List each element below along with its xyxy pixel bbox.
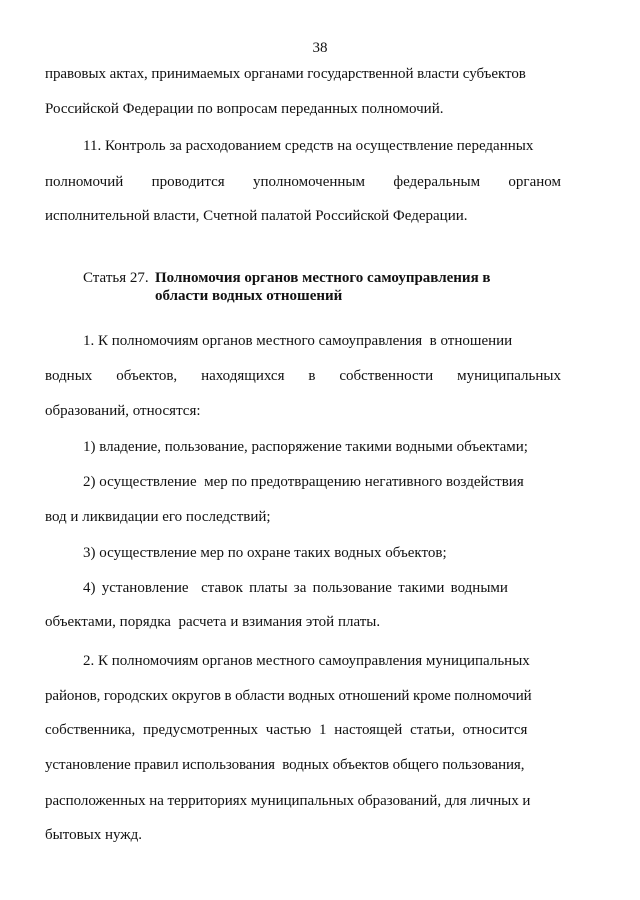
text-line: расположенных на территориях муниципальных образований, для личных и	[45, 793, 531, 809]
text-line: образований, относятся:	[45, 403, 201, 419]
word: проводится	[151, 174, 225, 190]
word: полномочий	[45, 174, 124, 190]
justified-text-line	[45, 174, 561, 191]
word: объектов,	[116, 368, 178, 384]
text-line: 1. К полномочиям органов местного самоуправления в отношении	[83, 333, 513, 349]
list-item-text: 3) осуществление мер по охране таких водных объектов;	[83, 545, 447, 561]
list-item-text: 1) владение, пользование, распоряжение такими водными объектами;	[83, 439, 528, 455]
text-line: исполнительной власти, Счетной палатой Российской Федерации.	[45, 208, 468, 224]
justified-text-line	[45, 368, 561, 385]
text-line: Российской Федерации по вопросам переданных полномочий.	[45, 101, 444, 117]
list-item-text: 2) осуществление мер по предотвращению негативного воздействия	[83, 474, 524, 490]
list-item-text-continued: вод и ликвидации его последствий;	[45, 509, 271, 525]
article-title-continued: области водных отношений	[155, 288, 343, 304]
text-line: бытовых нужд.	[45, 827, 143, 843]
word: в	[308, 368, 316, 384]
word: органом	[508, 174, 561, 190]
article-title: Полномочия органов местного самоуправления в	[155, 270, 491, 286]
text-line: собственника, предусмотренных частью 1 настоящей статьи, относится	[45, 722, 528, 738]
text-line: установление правил использования водных объектов общего пользования,	[45, 757, 525, 773]
page-number: 38	[312, 40, 328, 56]
text-line: правовых актах, принимаемых органами государственной власти субъектов	[45, 66, 526, 82]
text-line: 2. К полномочиям органов местного самоуправления муниципальных	[83, 653, 530, 669]
list-item-text-continued: объектами, порядка расчета и взимания этой платы.	[45, 614, 381, 630]
text-line: районов, городских округов в области водных отношений кроме полномочий	[45, 688, 532, 704]
word: водных	[45, 368, 93, 384]
word: федеральным	[393, 174, 481, 190]
word: уполномоченным	[253, 174, 366, 190]
word: находящихся	[201, 368, 285, 384]
list-item-text: 4) установление ставок платы за пользование такими водными	[83, 580, 508, 596]
word: собственности	[339, 368, 434, 384]
text-line: 11. Контроль за расходованием средств на осуществление переданных	[83, 138, 534, 154]
word: муниципальных	[457, 368, 561, 384]
article-label: Статья 27.	[83, 270, 149, 286]
